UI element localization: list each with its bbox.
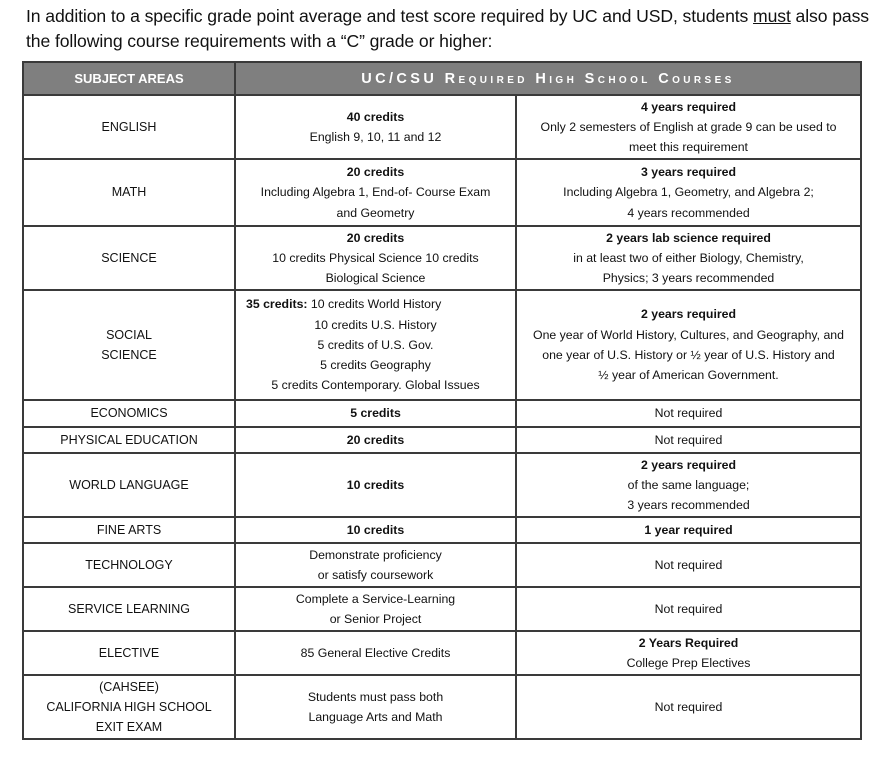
uc-requirement-cell	[516, 675, 861, 739]
intro-text-after: also pass the following course requirements with a “C” grade or higher:	[26, 6, 869, 51]
subject-line: SCIENCE	[101, 348, 157, 362]
subject-line: FINE ARTS	[96, 522, 162, 537]
subject-cell	[23, 159, 235, 226]
table-row	[23, 290, 861, 400]
requirements-table	[22, 61, 862, 740]
table-row	[23, 675, 861, 739]
subject-line: EXIT EXAM	[95, 720, 163, 735]
credits-line: 5 credits Geography	[320, 358, 431, 373]
credits-line: or satisfy coursework	[317, 568, 434, 582]
district-credits-cell	[235, 226, 516, 290]
uc-requirement-cell	[516, 159, 861, 226]
uc-requirement-line: Physics; 3 years recommended	[602, 271, 775, 286]
district-credits-cell	[235, 453, 516, 517]
subject-cell	[23, 517, 235, 543]
uc-requirement-line: College Prep Electives	[626, 656, 751, 670]
uc-requirement-bold: 2 years required	[640, 307, 736, 322]
intro-text-before: In addition to a specific grade point average and test score required by UC and USD, students	[26, 6, 754, 26]
subject-line: MATH	[111, 185, 147, 200]
uc-requirement-line: 4 years recommended	[627, 205, 750, 220]
uc-requirement-cell	[516, 95, 861, 159]
subject-cell	[23, 226, 235, 290]
credits-bold: 5 credits	[350, 406, 401, 421]
uc-requirement-bold: 1 year required	[644, 522, 733, 537]
subject-cell	[23, 453, 235, 517]
courses-header: UC/CSU Required High School Courses	[235, 62, 861, 95]
credits-bold: 40 credits	[346, 109, 405, 124]
district-credits-cell	[235, 587, 516, 631]
uc-requirement-cell	[516, 453, 861, 517]
uc-requirement-line: Not required	[654, 601, 723, 616]
table-row	[23, 95, 861, 159]
subject-line: CALIFORNIA HIGH SCHOOL	[46, 699, 212, 714]
uc-requirement-cell	[516, 427, 861, 453]
district-credits-cell	[235, 543, 516, 587]
subject-line: SERVICE LEARNING	[67, 601, 191, 616]
uc-requirement-cell	[516, 400, 861, 427]
credits-line: 35 credits: 10 credits World History	[246, 297, 442, 312]
subject-line: WORLD LANGUAGE	[69, 477, 189, 492]
table-row	[23, 543, 861, 587]
district-credits-cell	[235, 427, 516, 453]
table-row	[23, 587, 861, 631]
subject-cell	[23, 587, 235, 631]
credits-bold: 20 credits	[346, 230, 405, 245]
credits-bold: 10 credits	[346, 477, 405, 492]
subject-cell	[23, 427, 235, 453]
credits-bold: 10 credits	[346, 522, 405, 537]
intro-emphasis: must	[753, 6, 791, 26]
credits-line: Language Arts and Math	[308, 710, 443, 724]
credits-line: 5 credits of U.S. Gov.	[317, 337, 434, 352]
subject-line: TECHNOLOGY	[85, 557, 173, 572]
credits-line: and Geometry	[336, 205, 415, 220]
subject-cell	[23, 675, 235, 739]
uc-requirement-bold: 2 years lab science required	[606, 230, 771, 245]
uc-requirement-cell	[516, 587, 861, 631]
subject-line: SOCIAL	[106, 327, 152, 342]
uc-requirement-line: in at least two of either Biology, Chemistry,	[573, 250, 804, 265]
table-row	[23, 400, 861, 427]
uc-requirement-line: meet this requirement	[629, 140, 748, 155]
subject-cell	[23, 400, 235, 427]
uc-requirement-line: Not required	[654, 406, 723, 421]
uc-requirement-cell	[516, 631, 861, 675]
subject-cell	[23, 290, 235, 400]
table-row	[23, 631, 861, 675]
uc-requirement-line: Not required	[654, 432, 723, 447]
uc-requirement-line: One year of World History, Cultures, and Geography, and	[533, 327, 844, 342]
subject-line: ENGLISH	[101, 119, 157, 134]
uc-requirement-line: Only 2 semesters of English at grade 9 can be used to	[540, 119, 837, 134]
intro-paragraph	[26, 4, 876, 54]
uc-requirement-line: Including Algebra 1, Geometry, and Algebra 2;	[563, 185, 814, 200]
table-row	[23, 453, 861, 517]
credits-bold: 20 credits	[346, 165, 405, 180]
district-credits-cell	[235, 631, 516, 675]
district-credits-cell	[235, 159, 516, 226]
credits-line: English 9, 10, 11 and 12	[309, 130, 442, 144]
district-credits-cell	[235, 517, 516, 543]
table-row	[23, 159, 861, 226]
table-row	[23, 427, 861, 453]
table-row	[23, 517, 861, 543]
uc-requirement-cell	[516, 517, 861, 543]
subject-line: ELECTIVE	[98, 645, 160, 660]
uc-requirement-line: one year of U.S. History or ½ year of U.S. History and	[542, 348, 835, 362]
credits-line: 5 credits Contemporary. Global Issues	[271, 378, 480, 393]
uc-requirement-line: ½ year of American Government.	[598, 368, 779, 383]
uc-requirement-bold: 3 years required	[640, 165, 736, 180]
district-credits-cell	[235, 400, 516, 427]
uc-requirement-bold: 4 years required	[640, 99, 736, 114]
uc-requirement-cell	[516, 226, 861, 290]
uc-requirement-line: 3 years recommended	[627, 498, 750, 513]
credits-line: Students must pass both	[307, 689, 444, 704]
credits-bold: 20 credits	[346, 432, 405, 447]
uc-requirement-cell	[516, 543, 861, 587]
table-body	[23, 95, 861, 739]
credits-line: Complete a Service-Learning	[295, 591, 456, 606]
subject-line: PHYSICAL EDUCATION	[60, 432, 198, 447]
uc-requirement-line: Not required	[654, 557, 723, 572]
uc-requirement-bold: 2 years required	[640, 457, 736, 472]
credits-line: 10 credits Physical Science 10 credits	[272, 250, 479, 265]
credits-line: Biological Science	[325, 271, 426, 286]
district-credits-cell	[235, 290, 516, 400]
credits-bold: 35 credits:	[246, 297, 308, 312]
table-row	[23, 226, 861, 290]
district-credits-cell	[235, 675, 516, 739]
subject-line: SCIENCE	[101, 250, 157, 265]
subject-areas-header: SUBJECT AREAS	[23, 62, 235, 95]
uc-requirement-line: of the same language;	[627, 477, 750, 492]
uc-requirement-line: Not required	[654, 699, 723, 714]
credits-line: 10 credits U.S. History	[314, 317, 437, 332]
credits-line: Demonstrate proficiency	[309, 547, 442, 562]
credits-line: Including Algebra 1, End-of- Course Exam	[260, 185, 491, 200]
table-header-row	[23, 62, 861, 95]
subject-cell	[23, 631, 235, 675]
subject-cell	[23, 95, 235, 159]
subject-cell	[23, 543, 235, 587]
subject-line: (CAHSEE)	[99, 679, 159, 694]
uc-requirement-bold: 2 Years Required	[638, 635, 739, 650]
subject-line: ECONOMICS	[90, 406, 168, 421]
uc-requirement-cell	[516, 290, 861, 400]
credits-line: 85 General Elective Credits	[300, 645, 451, 660]
district-credits-cell	[235, 95, 516, 159]
credits-line: or Senior Project	[329, 612, 422, 626]
